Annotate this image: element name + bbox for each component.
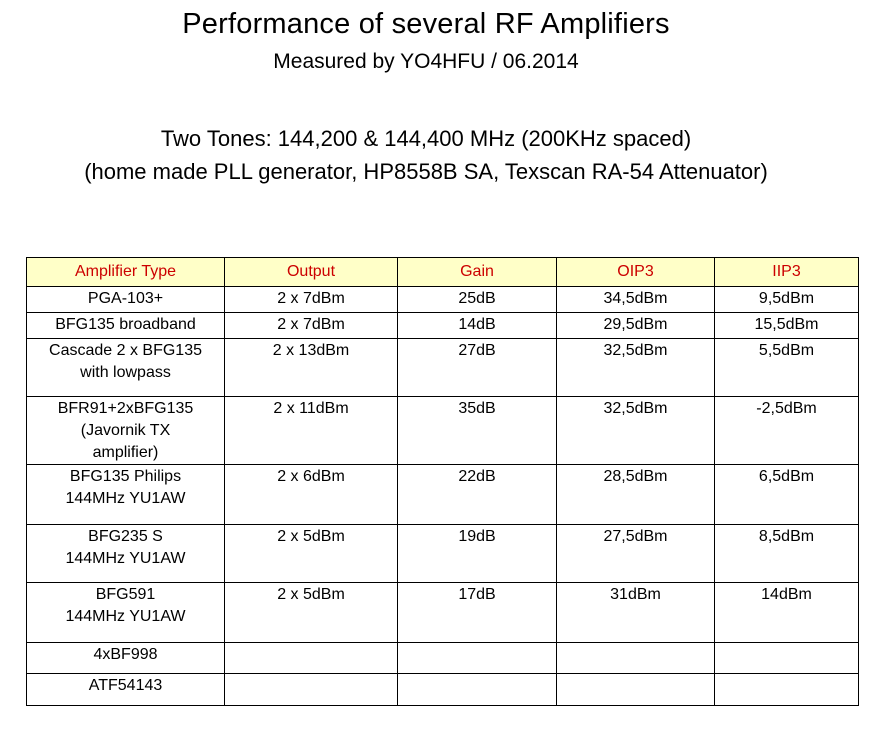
page-subtitle: Measured by YO4HFU / 06.2014: [273, 50, 579, 73]
cell-iip3: 15,5dBm: [715, 313, 859, 339]
cell-output: 2 x 7dBm: [225, 313, 398, 339]
cell-oip3: 28,5dBm: [557, 465, 715, 525]
cell-amplifier-type: BFG235 S 144MHz YU1AW: [27, 525, 225, 583]
cell-gain: 17dB: [398, 583, 557, 643]
cell-oip3: [557, 643, 715, 674]
cell-iip3: -2,5dBm: [715, 397, 859, 465]
cell-oip3: 32,5dBm: [557, 397, 715, 465]
cell-gain: 22dB: [398, 465, 557, 525]
cell-iip3: [715, 643, 859, 674]
amplifier-table: [26, 257, 859, 706]
column-header-amplifier-type: Amplifier Type: [27, 258, 225, 287]
table-row: [27, 674, 859, 706]
table-header-row: [27, 258, 859, 287]
cell-amplifier-type: BFR91+2xBFG135 (Javornik TX amplifier): [27, 397, 225, 465]
table-row: [27, 339, 859, 397]
column-header-gain: Gain: [398, 258, 557, 287]
cell-oip3: [557, 674, 715, 706]
cell-gain: 27dB: [398, 339, 557, 397]
cell-amplifier-type: BFG135 broadband: [27, 313, 225, 339]
cell-output: 2 x 11dBm: [225, 397, 398, 465]
cell-gain: 14dB: [398, 313, 557, 339]
cell-output: [225, 643, 398, 674]
table-row: [27, 525, 859, 583]
test-tones-description: Two Tones: 144,200 & 144,400 MHz (200KHz spaced): [160, 126, 692, 151]
page-title: Performance of several RF Amplifiers: [182, 8, 670, 40]
cell-amplifier-type: Cascade 2 x BFG135 with lowpass: [27, 339, 225, 397]
cell-gain: [398, 674, 557, 706]
cell-oip3: 27,5dBm: [557, 525, 715, 583]
column-header-iip3: IIP3: [715, 258, 859, 287]
cell-amplifier-type: BFG135 Philips 144MHz YU1AW: [27, 465, 225, 525]
cell-iip3: 9,5dBm: [715, 287, 859, 313]
cell-gain: [398, 643, 557, 674]
cell-gain: 35dB: [398, 397, 557, 465]
cell-output: 2 x 5dBm: [225, 525, 398, 583]
table-row: [27, 465, 859, 525]
table-row: [27, 287, 859, 313]
cell-output: 2 x 6dBm: [225, 465, 398, 525]
cell-oip3: 29,5dBm: [557, 313, 715, 339]
test-equipment-description: (home made PLL generator, HP8558B SA, Texscan RA-54 Attenuator): [84, 159, 768, 184]
cell-output: 2 x 7dBm: [225, 287, 398, 313]
cell-oip3: 32,5dBm: [557, 339, 715, 397]
column-header-oip3: OIP3: [557, 258, 715, 287]
cell-amplifier-type: PGA-103+: [27, 287, 225, 313]
cell-iip3: 5,5dBm: [715, 339, 859, 397]
table-row: [27, 643, 859, 674]
cell-gain: 19dB: [398, 525, 557, 583]
cell-gain: 25dB: [398, 287, 557, 313]
cell-output: [225, 674, 398, 706]
column-header-output: Output: [225, 258, 398, 287]
cell-amplifier-type: ATF54143: [27, 674, 225, 706]
cell-oip3: 31dBm: [557, 583, 715, 643]
table-row: [27, 313, 859, 339]
cell-iip3: 6,5dBm: [715, 465, 859, 525]
cell-iip3: 14dBm: [715, 583, 859, 643]
table-row: [27, 397, 859, 465]
cell-output: 2 x 13dBm: [225, 339, 398, 397]
cell-oip3: 34,5dBm: [557, 287, 715, 313]
table-row: [27, 583, 859, 643]
cell-amplifier-type: 4xBF998: [27, 643, 225, 674]
cell-iip3: 8,5dBm: [715, 525, 859, 583]
cell-iip3: [715, 674, 859, 706]
cell-amplifier-type: BFG591 144MHz YU1AW: [27, 583, 225, 643]
cell-output: 2 x 5dBm: [225, 583, 398, 643]
